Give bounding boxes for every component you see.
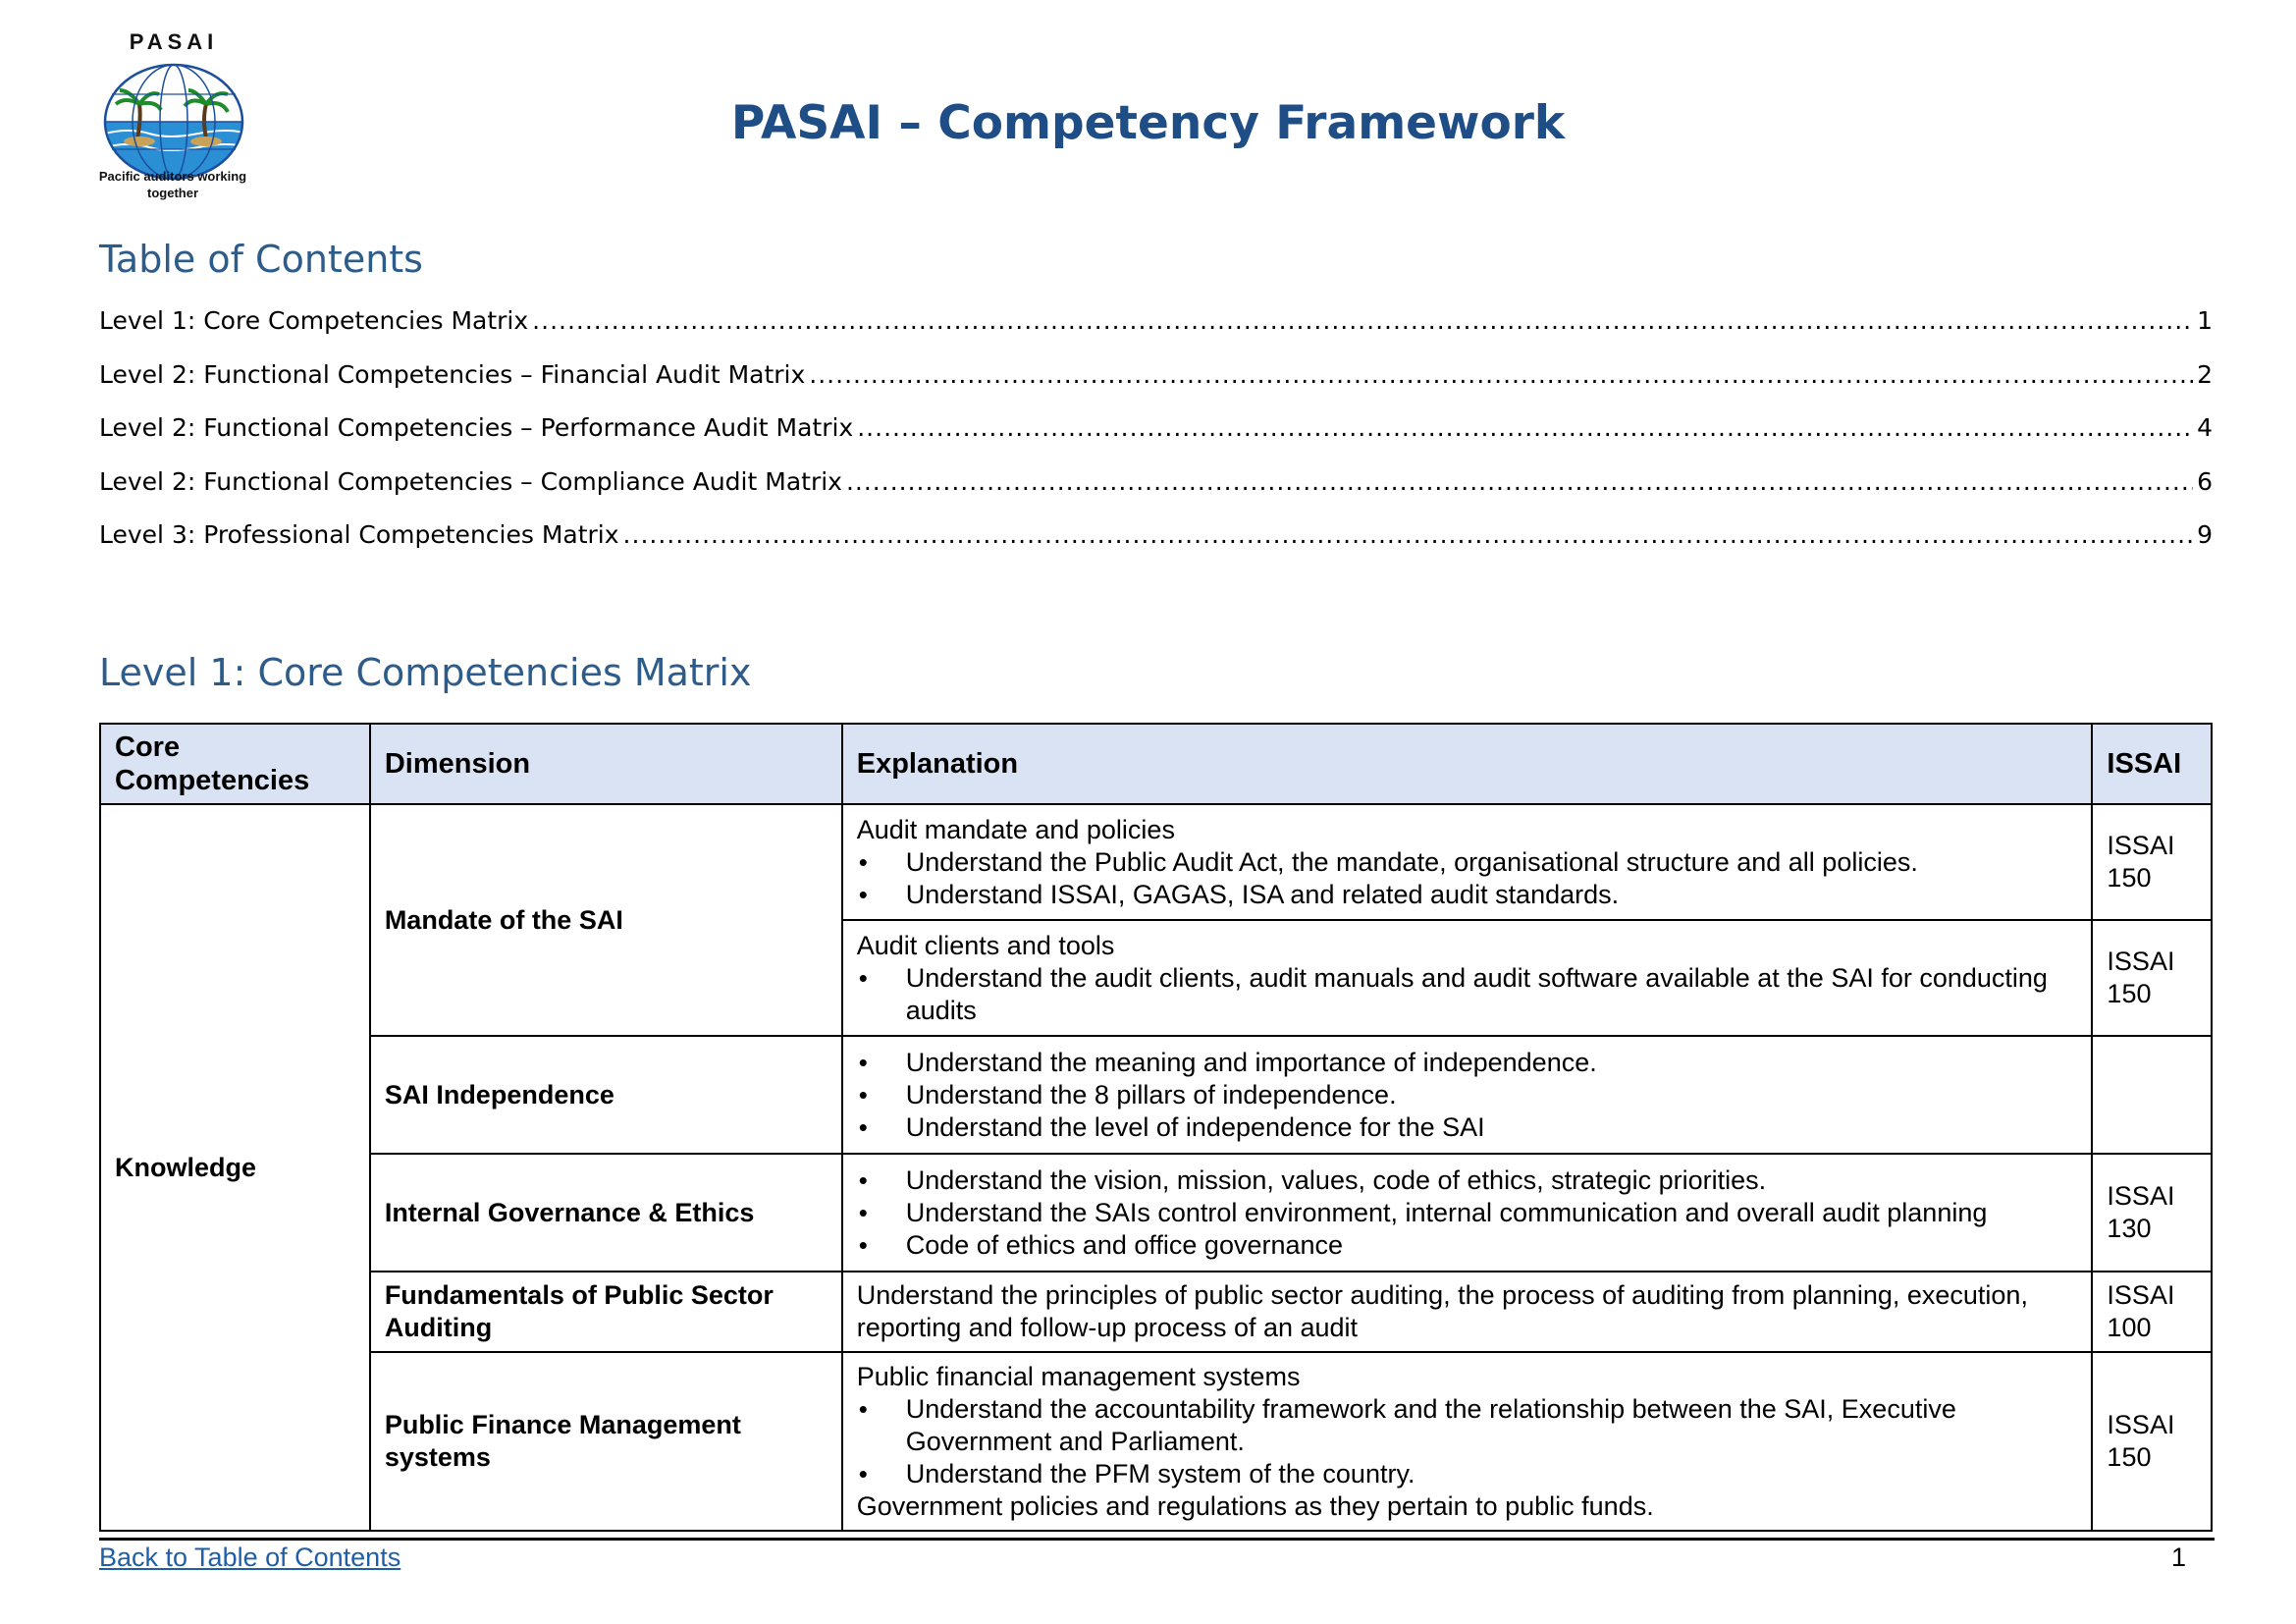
bullet-list [857, 1047, 2078, 1144]
explanation-tail: Government policies and regulations as they pertain to public funds. [856, 1490, 1654, 1521]
issai-cell: ISSAI 130 [2092, 1154, 2212, 1272]
issai-cell: ISSAI 150 [2092, 804, 2212, 920]
toc-item-page: 4 [2197, 413, 2213, 442]
explanation-cell [842, 1352, 2093, 1531]
dimension-cell: Public Finance Management systems [370, 1352, 842, 1531]
toc-item-page: 9 [2197, 520, 2213, 549]
bullet-item: • Understand the vision, mission, values, code of ethics, strategic priorities. [857, 1164, 2078, 1197]
header-core-competencies: Core Competencies [100, 724, 370, 804]
table-header-row [100, 724, 2212, 804]
toc-item-page: 6 [2197, 466, 2213, 496]
bullet-item: • Understand the meaning and importance of independence. [857, 1047, 2078, 1079]
explanation-cell: Understand the principles of public sector auditing, the process of auditing from planning, execution, reporting and follow-up process of an audit [842, 1272, 2093, 1352]
explanation-cell [842, 1154, 2093, 1272]
bullet-item: • Understand the audit clients, audit manuals and audit software available at the SAI for conducting audits [857, 962, 2078, 1027]
dimension-cell: Internal Governance & Ethics [370, 1154, 842, 1272]
issai-cell [2092, 1036, 2212, 1154]
toc-item[interactable] [99, 467, 2213, 521]
table-row [100, 804, 2212, 920]
toc-item[interactable] [99, 306, 2213, 360]
table-row [100, 1352, 2212, 1531]
toc-item-label[interactable]: Level 2: Functional Competencies – Performance Audit Matrix [99, 413, 854, 442]
explanation-cell [842, 804, 2093, 920]
bullet-item: • Understand ISSAI, GAGAS, ISA and related audit standards. [857, 879, 2078, 911]
explanation-heading: Audit clients and tools [856, 930, 1115, 960]
table-row [100, 1154, 2212, 1272]
issai-cell: ISSAI 150 [2092, 920, 2212, 1036]
bullet-list [857, 1393, 2078, 1490]
header-issai: ISSAI [2092, 724, 2212, 804]
bullet-item: • Understand the Public Audit Act, the mandate, organisational structure and all policies. [857, 846, 2078, 879]
matrix-heading: Level 1: Core Competencies Matrix [99, 651, 752, 694]
toc-leader [809, 360, 2193, 389]
back-to-toc-link[interactable]: Back to Table of Contents [99, 1543, 401, 1572]
toc-item-page: 2 [2197, 359, 2213, 389]
bullet-item: • Understand the PFM system of the country. [857, 1458, 2078, 1490]
page-number: 1 [2170, 1543, 2186, 1572]
bullet-list [857, 1164, 2078, 1262]
toc-item-page: 1 [2197, 306, 2213, 335]
toc-item-label[interactable]: Level 2: Functional Competencies – Financial Audit Matrix [99, 359, 806, 389]
logo-tagline-line1: Pacific auditors working [98, 169, 247, 184]
toc-list [99, 306, 2213, 574]
core-competencies-table [99, 723, 2213, 1532]
bullet-list [857, 846, 2078, 911]
explanation-heading: Public financial management systems [856, 1361, 1301, 1391]
toc-item-label[interactable]: Level 3: Professional Competencies Matrix [99, 520, 619, 549]
bullet-list [857, 962, 2078, 1027]
issai-cell: ISSAI 150 [2092, 1352, 2212, 1531]
dimension-cell: SAI Independence [370, 1036, 842, 1154]
logo-tagline [69, 168, 277, 201]
toc-item[interactable] [99, 520, 2213, 574]
header-dimension: Dimension [370, 724, 842, 804]
svg-text:PASAI: PASAI [129, 29, 219, 54]
toc-leader [846, 467, 2193, 496]
bullet-item: • Understand the 8 pillars of independence. [857, 1079, 2078, 1111]
toc-item[interactable] [99, 360, 2213, 414]
dimension-cell: Fundamentals of Public Sector Auditing [370, 1272, 842, 1352]
core-competency-cell: Knowledge [100, 804, 370, 1531]
issai-cell: ISSAI 100 [2092, 1272, 2212, 1352]
logo-tagline-line2: together [147, 186, 198, 200]
toc-item-label[interactable]: Level 2: Functional Competencies – Compliance Audit Matrix [99, 466, 842, 496]
toc-item[interactable] [99, 413, 2213, 467]
explanation-heading: Audit mandate and policies [856, 814, 1175, 844]
bullet-item: • Understand the accountability framework and the relationship between the SAI, Executive Government and Parliament. [857, 1393, 2078, 1458]
toc-leader [623, 520, 2194, 549]
table-row [100, 1036, 2212, 1154]
table-row [100, 1272, 2212, 1352]
toc-leader [857, 413, 2193, 442]
footer-divider [99, 1538, 2215, 1541]
header-explanation: Explanation [842, 724, 2093, 804]
toc-leader [532, 306, 2193, 335]
toc-heading: Table of Contents [99, 238, 423, 281]
bullet-item: • Code of ethics and office governance [857, 1229, 2078, 1262]
explanation-cell [842, 1036, 2093, 1154]
toc-item-label[interactable]: Level 1: Core Competencies Matrix [99, 306, 529, 335]
page-title: PASAI – Competency Framework [730, 96, 1566, 150]
dimension-cell: Mandate of the SAI [370, 804, 842, 1036]
bullet-item: • Understand the SAIs control environment, internal communication and overall audit planning [857, 1197, 2078, 1229]
explanation-cell [842, 920, 2093, 1036]
bullet-item: • Understand the level of independence for the SAI [857, 1111, 2078, 1144]
